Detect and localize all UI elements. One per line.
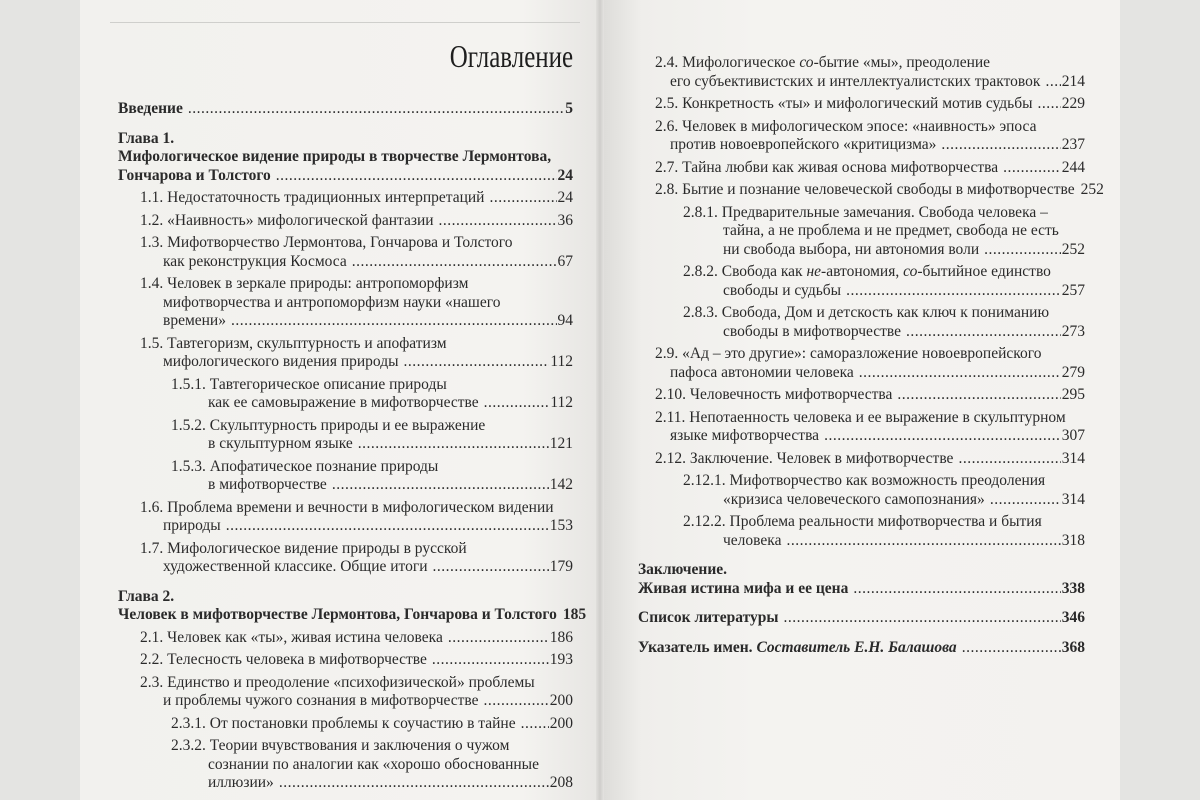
text-segment: тайна, а не проблема и не предмет, свобода не есть bbox=[723, 222, 1059, 239]
toc-entry-text bbox=[670, 136, 936, 155]
toc-line bbox=[118, 212, 573, 231]
text-segment: как ее самовыражение в мифотворчестве bbox=[208, 394, 479, 411]
dot-leader bbox=[231, 312, 557, 331]
toc-line bbox=[118, 234, 573, 253]
text-segment: -автономия, bbox=[821, 263, 904, 280]
toc-entry-text bbox=[118, 167, 271, 186]
toc-entry bbox=[118, 212, 573, 231]
toc-line bbox=[638, 181, 1104, 200]
dot-leader bbox=[521, 715, 549, 734]
toc-entry bbox=[118, 715, 573, 734]
page-number: 200 bbox=[549, 714, 573, 732]
toc-line bbox=[118, 517, 573, 536]
toc-line bbox=[638, 409, 1085, 428]
toc-line bbox=[118, 540, 573, 559]
dot-leader bbox=[489, 189, 556, 208]
toc-entry-text bbox=[723, 532, 781, 551]
toc-entry-text bbox=[683, 513, 1042, 532]
dot-leader bbox=[897, 386, 1060, 405]
toc-entry-text bbox=[140, 335, 447, 354]
toc-entry-text bbox=[638, 609, 778, 628]
toc-line bbox=[118, 100, 573, 119]
toc-entry bbox=[118, 629, 573, 648]
toc-entry-text bbox=[723, 241, 979, 260]
dot-leader bbox=[824, 427, 1061, 446]
dot-leader bbox=[484, 394, 550, 413]
toc-entry-text bbox=[163, 312, 226, 331]
text-segment: 1.3. Мифотворчество Лермонтова, Гончарова и Толстого bbox=[140, 234, 513, 251]
toc-line bbox=[638, 204, 1085, 223]
toc-entry bbox=[118, 275, 573, 331]
page-number: 252 bbox=[1061, 240, 1085, 258]
toc-entry-text bbox=[118, 100, 183, 119]
page-number: 5 bbox=[565, 100, 573, 117]
page-number: 36 bbox=[557, 211, 573, 229]
toc-line bbox=[638, 263, 1085, 282]
toc-line bbox=[638, 159, 1085, 178]
toc-entry bbox=[638, 54, 1085, 91]
text-segment: Составитель Е.Н. Балашова bbox=[756, 638, 957, 656]
toc-entry-text bbox=[683, 204, 1048, 223]
toc-entry-text bbox=[140, 234, 513, 253]
text-segment: Живая истина мифа и ее цена bbox=[638, 579, 849, 597]
toc-entry-text bbox=[638, 561, 727, 580]
text-segment: 2.12. Заключение. Человек в мифотворчестве bbox=[655, 449, 954, 467]
dot-leader bbox=[404, 353, 550, 372]
toc-entry bbox=[638, 204, 1085, 260]
text-segment: 1.5.3. Апофатическое познание природы bbox=[171, 457, 439, 475]
text-segment: Введение bbox=[118, 100, 183, 117]
toc-entry-text bbox=[208, 435, 353, 454]
text-segment: 2.9. «Ад – это другие»: саморазложение новоевропейского bbox=[655, 345, 1042, 362]
text-segment: 2.3.1. От постановки проблемы к соучастию в тайне bbox=[171, 714, 516, 732]
dot-leader bbox=[962, 639, 1061, 658]
text-segment: против новоевропейского «критицизма» bbox=[670, 136, 937, 153]
page-number: 193 bbox=[549, 651, 573, 668]
text-segment: 2.7. Тайна любви как живая основа мифотворчества bbox=[655, 158, 999, 176]
toc-line bbox=[638, 532, 1085, 551]
text-segment: 2.1. Человек как «ты», живая истина человека bbox=[140, 628, 443, 646]
text-segment: Гончарова и Толстого bbox=[118, 166, 271, 184]
toc-line bbox=[118, 294, 573, 313]
text-segment: 1.5.1. Тавтегорическое описание природы bbox=[171, 375, 447, 393]
dot-leader bbox=[358, 435, 549, 454]
toc-entry bbox=[638, 639, 1085, 658]
text-segment: сознании по аналогии как «хорошо обоснованные bbox=[208, 755, 539, 773]
toc-entry-text bbox=[655, 54, 990, 73]
dot-leader bbox=[786, 532, 1060, 551]
toc-line bbox=[638, 427, 1085, 446]
dot-leader bbox=[1003, 159, 1061, 178]
toc-entry-text bbox=[118, 148, 551, 167]
text-segment: 2.2. Телесность человека в мифотворчестве bbox=[140, 651, 427, 668]
toc-entry bbox=[118, 651, 573, 670]
toc-line bbox=[118, 335, 573, 354]
toc-entry bbox=[118, 335, 573, 372]
page-number: 179 bbox=[549, 558, 573, 575]
toc-line bbox=[118, 417, 573, 436]
text-segment: 2.12.2. Проблема реальности мифотворчества и бытия bbox=[683, 513, 1042, 530]
page-number: 307 bbox=[1061, 427, 1085, 444]
text-segment: иллюзии» bbox=[208, 774, 274, 791]
page-number: 257 bbox=[1061, 281, 1085, 299]
book-spine bbox=[596, 0, 604, 800]
text-segment: 2.3.2. Теории вчувствования и заключения о чужом bbox=[171, 737, 510, 754]
page-number: 368 bbox=[1061, 638, 1085, 656]
dot-leader bbox=[433, 558, 549, 577]
toc-entry-text bbox=[723, 323, 901, 342]
toc-entry-text bbox=[208, 774, 274, 793]
toc-entry-text bbox=[208, 394, 479, 413]
toc-line bbox=[118, 189, 573, 208]
toc-line bbox=[638, 345, 1085, 364]
toc-entry bbox=[118, 737, 573, 793]
toc-entry bbox=[118, 458, 573, 495]
dot-leader bbox=[332, 476, 549, 495]
text-segment: «кризиса человеческого самопознания» bbox=[723, 490, 985, 508]
toc-entry-text bbox=[171, 376, 447, 395]
toc-line bbox=[638, 136, 1085, 155]
page-number: 314 bbox=[1061, 449, 1085, 467]
toc-line bbox=[118, 737, 573, 756]
page-number: 314 bbox=[1061, 490, 1085, 508]
toc-entry bbox=[638, 263, 1085, 300]
toc-line bbox=[638, 513, 1085, 532]
dot-leader bbox=[448, 629, 549, 648]
page-number: 338 bbox=[1061, 579, 1085, 597]
text-segment: Заключение. bbox=[638, 561, 728, 578]
dot-leader bbox=[906, 323, 1061, 342]
toc-entry-text bbox=[163, 692, 479, 711]
toc-line bbox=[118, 774, 573, 793]
text-segment: 1.2. «Наивность» мифологической фантазии bbox=[140, 211, 434, 229]
toc-entry-text bbox=[163, 294, 500, 313]
toc-line bbox=[638, 639, 1085, 658]
page-number: 279 bbox=[1061, 363, 1085, 381]
toc-entry-text bbox=[140, 651, 427, 670]
toc-entry bbox=[118, 130, 573, 186]
toc-line bbox=[638, 222, 1085, 241]
toc-line bbox=[118, 756, 573, 775]
toc-line bbox=[118, 674, 573, 693]
text-segment: человека bbox=[723, 531, 782, 549]
toc-entry-text bbox=[140, 499, 554, 518]
text-segment: в скульптурном языке bbox=[208, 435, 353, 452]
toc-entry-text bbox=[140, 629, 443, 648]
page-number: 121 bbox=[549, 435, 573, 452]
toc-entry-text bbox=[655, 118, 1036, 137]
toc-line bbox=[118, 130, 573, 149]
toc-line bbox=[118, 629, 573, 648]
toc-entry-text bbox=[118, 606, 557, 625]
page-number: 318 bbox=[1061, 531, 1085, 549]
toc-entry-text bbox=[655, 409, 1066, 428]
toc-entry-text bbox=[140, 275, 468, 294]
toc-line bbox=[118, 394, 573, 413]
text-segment: 2.8.1. Предварительные замечания. Свобода человека – bbox=[683, 203, 1048, 221]
dot-leader bbox=[276, 167, 557, 186]
toc-entry bbox=[638, 345, 1085, 382]
toc-line bbox=[638, 364, 1085, 383]
toc-line bbox=[638, 282, 1085, 301]
text-segment: свободы и судьбы bbox=[723, 281, 842, 299]
toc-entry bbox=[638, 561, 1085, 598]
dot-leader bbox=[226, 517, 549, 536]
page-number: 186 bbox=[549, 628, 573, 646]
toc-entry-text bbox=[208, 756, 539, 775]
text-segment: 2.4. Мифологическое bbox=[655, 54, 800, 71]
toc-entry bbox=[118, 499, 573, 536]
toc-entry bbox=[118, 540, 573, 577]
text-segment: 2.8.3. Свобода, Дом и детскость как ключ к пониманию bbox=[683, 304, 1050, 321]
toc-line bbox=[638, 323, 1085, 342]
toc-line bbox=[638, 450, 1085, 469]
toc-entry-text bbox=[638, 639, 957, 658]
toc-entry-text bbox=[723, 282, 841, 301]
toc-entry bbox=[118, 674, 573, 711]
toc-entry-text bbox=[655, 181, 1075, 200]
page-number: 244 bbox=[1061, 158, 1085, 176]
dot-leader bbox=[439, 212, 557, 231]
toc-entry-text bbox=[683, 472, 1045, 491]
toc-line bbox=[638, 561, 1085, 580]
toc-entry-text bbox=[655, 159, 998, 178]
dot-leader bbox=[432, 651, 549, 670]
text-segment: 2.12.1. Мифотворчество как возможность преодоления bbox=[683, 472, 1046, 489]
toc-entry-text bbox=[655, 386, 892, 405]
toc-entry-text bbox=[683, 304, 1049, 323]
header-rule bbox=[110, 22, 580, 23]
page-number: 295 bbox=[1061, 386, 1085, 403]
dot-leader bbox=[279, 774, 549, 793]
toc-entry-text bbox=[163, 353, 399, 372]
dot-leader bbox=[783, 609, 1060, 628]
text-segment: 2.3. Единство и преодоление «психофизической» проблемы bbox=[140, 673, 535, 691]
toc-line bbox=[638, 304, 1085, 323]
page-number: 24 bbox=[557, 189, 573, 206]
text-segment: художественной классике. Общие итоги bbox=[163, 558, 428, 575]
text-segment: 1.7. Мифологическое видение природы в русской bbox=[140, 539, 467, 557]
toc-entry-text bbox=[670, 364, 854, 383]
page-number: 237 bbox=[1061, 136, 1085, 153]
text-segment: 2.6. Человек в мифологическом эпосе: «наивность» эпоса bbox=[655, 117, 1037, 135]
toc-left-page bbox=[118, 100, 587, 793]
page-number: 229 bbox=[1061, 95, 1085, 112]
text-segment: природы bbox=[163, 517, 221, 534]
toc-entry-text bbox=[171, 737, 509, 756]
text-segment: 1.6. Проблема времени и вечности в мифологическом видении bbox=[140, 498, 554, 516]
text-segment: со bbox=[903, 263, 918, 280]
page-number: 208 bbox=[549, 774, 573, 791]
toc-line bbox=[638, 491, 1085, 510]
page-number: 273 bbox=[1061, 322, 1085, 340]
toc-entry-text bbox=[208, 476, 327, 495]
page-number: 346 bbox=[1061, 609, 1085, 626]
text-segment: Мифологическое видение природы в творчестве Лермонтова, bbox=[118, 148, 552, 165]
toc-line bbox=[118, 499, 573, 518]
text-segment: 2.10. Человечность мифотворчества bbox=[655, 386, 893, 403]
text-segment: -бытие «мы», преодоление bbox=[813, 54, 991, 71]
text-segment: Глава 2. bbox=[118, 587, 175, 605]
toc-entry-text bbox=[140, 674, 535, 693]
text-segment: 1.5.2. Скульптурность природы и ее выражение bbox=[171, 416, 486, 434]
dot-leader bbox=[990, 491, 1061, 510]
toc-line bbox=[118, 588, 573, 607]
dot-leader bbox=[846, 282, 1061, 301]
text-segment: Список литературы bbox=[638, 609, 779, 626]
page-number: 24 bbox=[557, 166, 573, 184]
toc-entry-text bbox=[638, 580, 848, 599]
toc-right-page bbox=[638, 54, 1104, 657]
text-segment: мифотворчества и антропоморфизм науки «нашего bbox=[163, 293, 501, 311]
text-segment: 2.8. Бытие и познание человеческой свободы в мифотворчестве bbox=[655, 181, 1075, 198]
text-segment: мифологического видения природы bbox=[163, 353, 399, 370]
toc-entry bbox=[118, 100, 573, 119]
text-segment: -бытийное единство bbox=[917, 263, 1051, 280]
toc-entry-text bbox=[163, 558, 428, 577]
toc-line bbox=[118, 312, 573, 331]
toc-line bbox=[118, 558, 573, 577]
toc-entry bbox=[118, 417, 573, 454]
text-segment: как реконструкция Космоса bbox=[163, 252, 347, 270]
toc-line bbox=[118, 275, 573, 294]
page-number: 214 bbox=[1061, 72, 1085, 90]
toc-entry bbox=[638, 472, 1085, 509]
text-segment: 2.11. Непотаенность человека и ее выражение в скульптурном bbox=[655, 408, 1066, 426]
toc-entry bbox=[638, 118, 1085, 155]
text-segment: пафоса автономии человека bbox=[670, 363, 854, 381]
toc-entry-text bbox=[683, 263, 1051, 282]
page-number: 67 bbox=[557, 252, 573, 270]
text-segment: языке мифотворчества bbox=[670, 427, 820, 444]
toc-entry-text bbox=[163, 517, 221, 536]
text-segment: его субъективистских и интеллектуалистских трактовок bbox=[670, 72, 1041, 90]
dot-leader bbox=[859, 364, 1061, 383]
text-segment: Указатель имен. bbox=[638, 638, 757, 656]
dot-leader bbox=[484, 692, 549, 711]
toc-line bbox=[118, 253, 573, 272]
text-segment: 1.4. Человек в зеркале природы: антропоморфизм bbox=[140, 275, 469, 292]
text-segment: не bbox=[806, 263, 822, 280]
toc-line bbox=[638, 472, 1085, 491]
text-segment: Глава 1. bbox=[118, 129, 175, 147]
toc-line bbox=[118, 476, 573, 495]
toc-entry-text bbox=[140, 540, 467, 559]
toc-entry-text bbox=[171, 458, 438, 477]
dot-leader bbox=[1038, 95, 1061, 114]
toc-entry bbox=[638, 609, 1085, 628]
toc-line bbox=[118, 458, 573, 477]
toc-line bbox=[118, 435, 573, 454]
toc-line bbox=[118, 692, 573, 711]
toc-entry-text bbox=[655, 95, 1033, 114]
toc-entry bbox=[638, 159, 1085, 178]
toc-line bbox=[638, 95, 1085, 114]
toc-line bbox=[638, 386, 1085, 405]
toc-entry-text bbox=[140, 189, 484, 208]
toc-line bbox=[638, 54, 1085, 73]
text-segment: 1.5. Тавтегоризм, скульптурность и апофатизм bbox=[140, 334, 447, 352]
toc-entry-text bbox=[670, 427, 819, 446]
dot-leader bbox=[188, 100, 564, 119]
page-number: 112 bbox=[550, 394, 573, 411]
toc-entry-text bbox=[723, 491, 985, 510]
dot-leader bbox=[958, 450, 1060, 469]
text-segment: 1.1. Недостаточность традиционных интерпретаций bbox=[140, 189, 485, 206]
dot-leader bbox=[352, 253, 557, 272]
toc-line bbox=[118, 606, 587, 625]
toc-entry bbox=[638, 386, 1085, 405]
toc-entry-text bbox=[171, 417, 485, 436]
page-number: 153 bbox=[549, 517, 573, 534]
text-segment: свободы в мифотворчестве bbox=[723, 322, 902, 340]
toc-line bbox=[118, 353, 573, 372]
toc-line bbox=[118, 376, 573, 395]
dot-leader bbox=[1045, 73, 1060, 92]
page-number: 252 bbox=[1080, 181, 1104, 198]
toc-line bbox=[638, 580, 1085, 599]
text-segment: 2.8.2. Свобода как bbox=[683, 263, 807, 280]
text-segment: и проблемы чужого сознания в мифотворчестве bbox=[163, 692, 479, 709]
page-title: Оглавление bbox=[449, 38, 573, 74]
dot-leader bbox=[941, 136, 1060, 155]
page-number: 94 bbox=[557, 312, 573, 329]
toc-entry bbox=[638, 304, 1085, 341]
toc-entry-text bbox=[163, 253, 347, 272]
toc-line bbox=[638, 241, 1085, 260]
page-number: 200 bbox=[549, 692, 573, 709]
toc-entry-text bbox=[670, 73, 1040, 92]
toc-entry-text bbox=[723, 222, 1059, 241]
dot-leader bbox=[984, 241, 1061, 260]
page-number: 142 bbox=[549, 476, 573, 493]
toc-entry-text bbox=[655, 450, 953, 469]
toc-entry bbox=[638, 450, 1085, 469]
toc-entry bbox=[118, 189, 573, 208]
toc-entry bbox=[638, 181, 1104, 200]
toc-entry-text bbox=[118, 130, 174, 149]
text-segment: 2.5. Конкретность «ты» и мифологический мотив судьбы bbox=[655, 95, 1033, 112]
toc-entry-text bbox=[118, 588, 174, 607]
toc-line bbox=[638, 118, 1085, 137]
page-number: 112 bbox=[550, 353, 573, 370]
text-segment: времени» bbox=[163, 312, 226, 329]
toc-entry bbox=[118, 376, 573, 413]
toc-entry bbox=[638, 513, 1085, 550]
text-segment: со bbox=[799, 54, 814, 71]
toc-entry-text bbox=[655, 345, 1042, 364]
text-segment: Человек в мифотворчестве Лермонтова, Гончарова и Толстого bbox=[118, 606, 557, 623]
toc-line bbox=[638, 73, 1085, 92]
toc-entry-text bbox=[140, 212, 434, 231]
toc-line bbox=[638, 609, 1085, 628]
toc-line bbox=[118, 148, 573, 167]
toc-entry-text bbox=[171, 715, 516, 734]
toc-entry bbox=[118, 587, 587, 625]
toc-line bbox=[118, 715, 573, 734]
toc-line bbox=[118, 651, 573, 670]
toc-entry bbox=[638, 95, 1085, 114]
toc-entry bbox=[638, 409, 1085, 446]
text-segment: ни свобода выбора, ни автономия воли bbox=[723, 240, 980, 258]
text-segment: в мифотворчестве bbox=[208, 476, 327, 493]
dot-leader bbox=[853, 580, 1060, 599]
toc-line bbox=[118, 167, 573, 186]
toc-entry bbox=[118, 234, 573, 271]
page-number: 185 bbox=[562, 606, 587, 623]
